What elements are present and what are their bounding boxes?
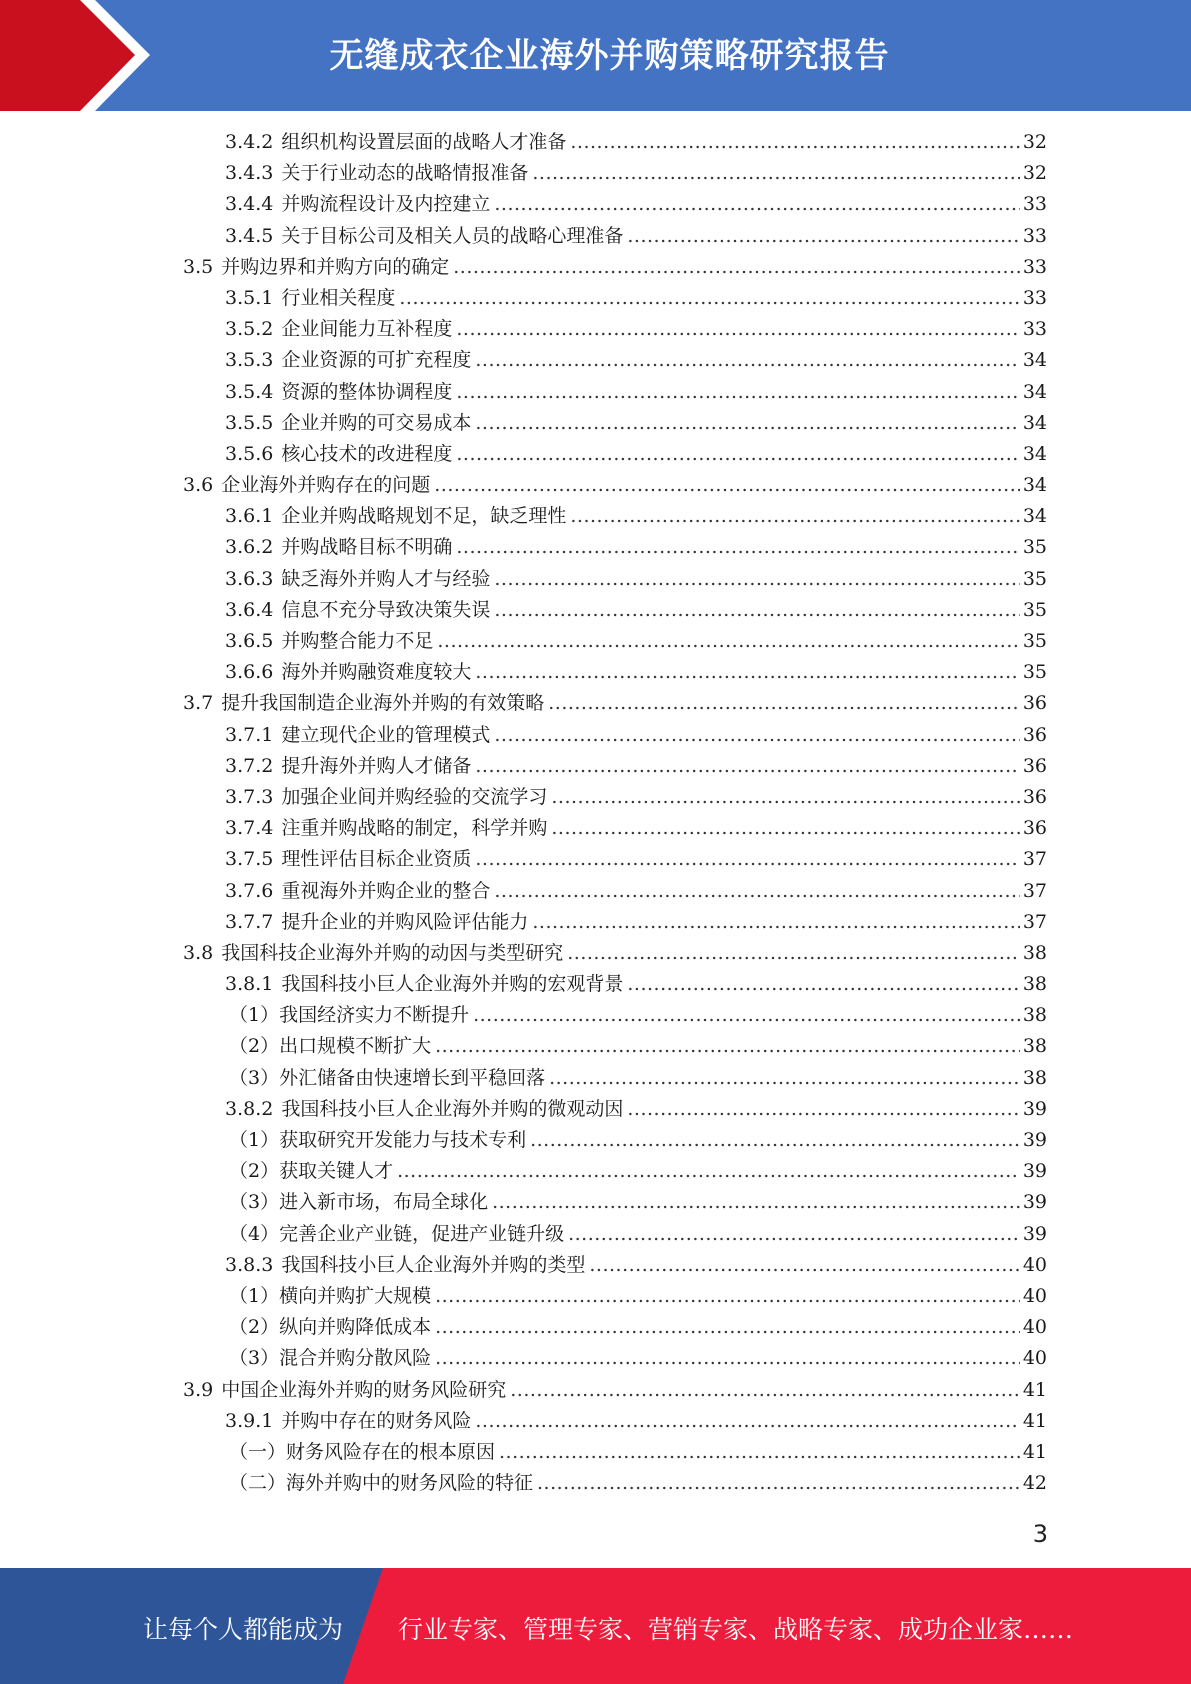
footer-slogan-right: 行业专家、管理专家、营销专家、战略专家、成功企业家…… (398, 1615, 1074, 1644)
toc-entry-title: （3）混合并购分散风险 (229, 1347, 432, 1370)
toc-entry-title: （3）外汇储备由快速增长到平稳回落 (229, 1066, 546, 1089)
toc-entry-number: 3.7.2 (225, 754, 274, 777)
toc-entry-title: （一）财务风险存在的根本原因 (229, 1440, 496, 1463)
toc-dot-leader (494, 189, 1019, 220)
toc-entry[interactable] (0, 1094, 1191, 1125)
toc-entry-page: 36 (1022, 817, 1047, 840)
toc-entry-page: 40 (1022, 1316, 1047, 1339)
toc-entry-page: 37 (1022, 879, 1047, 902)
toc-entry-title: （2）出口规模不断扩大 (229, 1035, 432, 1058)
toc-entry[interactable] (0, 377, 1191, 408)
toc-dot-leader (627, 969, 1019, 1000)
toc-entry-page: 42 (1022, 1472, 1047, 1495)
toc-entry-number: 3.5.2 (225, 318, 274, 341)
toc-entry-number: 3.5.3 (225, 349, 274, 372)
toc-entry[interactable] (0, 345, 1191, 376)
toc-entry-page: 41 (1022, 1378, 1047, 1401)
toc-entry[interactable] (0, 1187, 1191, 1218)
toc-entry[interactable] (0, 1250, 1191, 1281)
toc-dot-leader (437, 626, 1019, 657)
toc-dot-leader (570, 501, 1019, 532)
toc-entry[interactable] (0, 688, 1191, 719)
toc-entry-number: 3.6.4 (225, 598, 274, 621)
toc-dot-leader (568, 1219, 1020, 1250)
toc-entry-page: 39 (1022, 1129, 1047, 1151)
toc-entry[interactable] (0, 564, 1191, 595)
toc-entry[interactable] (0, 501, 1191, 532)
toc-entry-number: 3.7.7 (225, 910, 274, 933)
toc-entry-page: 33 (1022, 286, 1047, 309)
page-number: 3 (1032, 1520, 1048, 1548)
toc-entry[interactable] (0, 1437, 1191, 1468)
toc-entry-page: 35 (1022, 661, 1047, 684)
toc-entry[interactable] (0, 626, 1191, 657)
page-header (0, 0, 1191, 111)
toc-entry-title: 理性评估目标企业资质 (281, 848, 472, 871)
toc-entry-number: 3.7.1 (225, 723, 274, 746)
toc-dot-leader (627, 221, 1019, 252)
table-of-contents (0, 127, 1191, 1499)
footer-slogan-left: 让每个人都能成为 (143, 1615, 344, 1644)
toc-entry[interactable] (0, 221, 1191, 252)
toc-entry-title: （二）海外并购中的财务风险的特征 (229, 1472, 534, 1495)
toc-entry[interactable] (0, 314, 1191, 345)
toc-entry-page: 38 (1022, 1004, 1047, 1027)
toc-dot-leader (453, 252, 1020, 283)
toc-entry[interactable] (0, 1031, 1191, 1062)
toc-dot-leader (551, 813, 1019, 844)
toc-entry-number: 3.6.5 (225, 630, 274, 652)
toc-dot-leader (475, 751, 1019, 782)
toc-dot-leader (475, 657, 1019, 688)
toc-dot-leader (530, 1125, 1020, 1156)
toc-dot-leader (435, 1343, 1020, 1374)
toc-entry-title: 注重并购战略的制定，科学并购 (281, 817, 548, 840)
toc-dot-leader (537, 1468, 1020, 1499)
toc-entry-page: 36 (1022, 692, 1047, 715)
toc-entry-title: 海外并购融资难度较大 (281, 661, 472, 684)
toc-entry-page: 34 (1022, 349, 1047, 372)
toc-dot-leader (473, 1000, 1020, 1031)
toc-entry-title: （2）纵向并购降低成本 (229, 1316, 432, 1339)
toc-entry-title: （2）获取关键人才 (229, 1160, 394, 1183)
toc-entry-page: 39 (1022, 1160, 1047, 1183)
toc-entry-number: 3.6 (183, 474, 214, 497)
toc-dot-leader (456, 314, 1019, 345)
toc-entry-page: 34 (1022, 411, 1047, 434)
toc-entry-title: 组织机构设置层面的战略人才准备 (281, 131, 567, 153)
toc-entry-number: 3.7.5 (225, 848, 274, 871)
toc-entry-title: 提升我国制造企业海外并购的有效策略 (221, 692, 545, 715)
toc-dot-leader (435, 1031, 1020, 1062)
toc-dot-leader (570, 127, 1019, 158)
toc-entry-page: 34 (1022, 505, 1047, 528)
toc-entry-number: 3.5.4 (225, 380, 274, 403)
toc-dot-leader (549, 1063, 1020, 1094)
toc-entry-page: 32 (1022, 131, 1047, 153)
toc-entry-page: 35 (1022, 630, 1047, 652)
toc-entry-page: 37 (1022, 910, 1047, 933)
toc-entry-number: 3.4.5 (225, 224, 274, 247)
toc-entry[interactable] (0, 720, 1191, 751)
document-title: 无缝成衣企业海外并购策略研究报告 (329, 36, 890, 76)
toc-entry-number: 3.5.1 (225, 286, 274, 309)
toc-entry[interactable] (0, 1063, 1191, 1094)
toc-entry[interactable] (0, 470, 1191, 501)
toc-entry-title: 我国科技小巨人企业海外并购的微观动因 (281, 1097, 624, 1120)
toc-entry[interactable] (0, 813, 1191, 844)
toc-entry-title: 我国科技企业海外并购的动因与类型研究 (221, 941, 564, 964)
toc-entry-title: 并购中存在的财务风险 (281, 1409, 472, 1432)
toc-entry-title: 企业并购战略规划不足，缺乏理性 (281, 505, 567, 528)
toc-entry[interactable] (0, 283, 1191, 314)
toc-entry[interactable] (0, 1125, 1191, 1156)
toc-dot-leader (567, 938, 1020, 969)
toc-entry-title: 并购流程设计及内控建立 (281, 193, 491, 216)
toc-entry[interactable] (0, 439, 1191, 470)
toc-entry-number: 3.6.1 (225, 505, 274, 528)
toc-entry-title: 缺乏海外并购人才与经验 (281, 567, 491, 590)
toc-entry[interactable] (0, 907, 1191, 938)
toc-entry-number: 3.6.2 (225, 536, 274, 559)
toc-entry[interactable] (0, 1343, 1191, 1374)
toc-entry-number: 3.4.4 (225, 193, 274, 216)
toc-dot-leader (492, 1187, 1020, 1218)
toc-entry[interactable] (0, 657, 1191, 688)
toc-entry[interactable] (0, 189, 1191, 220)
toc-entry-title: 企业并购的可交易成本 (281, 411, 472, 434)
toc-dot-leader (510, 1375, 1020, 1406)
toc-entry-page: 34 (1022, 442, 1047, 465)
toc-entry-number: 3.4.3 (225, 162, 274, 185)
toc-entry-page: 34 (1022, 474, 1047, 497)
toc-entry-title: 并购整合能力不足 (281, 630, 434, 652)
toc-entry-title: 并购边界和并购方向的确定 (221, 255, 450, 278)
toc-dot-leader (499, 1437, 1020, 1468)
toc-entry-title: 核心技术的改进程度 (281, 442, 453, 465)
toc-entry-page: 34 (1022, 380, 1047, 403)
toc-entry-title: 提升企业的并购风险评估能力 (281, 910, 529, 933)
toc-entry-page: 33 (1022, 193, 1047, 216)
toc-entry-number: 3.6.3 (225, 567, 274, 590)
toc-entry-page: 41 (1022, 1409, 1047, 1432)
toc-entry-number: 3.5.6 (225, 442, 274, 465)
toc-dot-leader (435, 1281, 1020, 1312)
toc-entry-page: 36 (1022, 754, 1047, 777)
toc-entry-page: 32 (1022, 162, 1047, 185)
toc-entry-number: 3.4.2 (225, 131, 274, 153)
toc-entry-page: 38 (1022, 1035, 1047, 1058)
toc-entry-title: （1）获取研究开发能力与技术专利 (229, 1129, 527, 1151)
toc-entry-page: 39 (1022, 1191, 1047, 1214)
toc-dot-leader (475, 1406, 1019, 1437)
toc-entry[interactable] (0, 1312, 1191, 1343)
toc-dot-leader (494, 720, 1019, 751)
toc-entry[interactable] (0, 969, 1191, 1000)
toc-entry[interactable] (0, 1000, 1191, 1031)
toc-dot-leader (532, 907, 1019, 938)
toc-entry[interactable] (0, 782, 1191, 813)
toc-entry-title: 关于行业动态的战略情报准备 (281, 162, 529, 185)
toc-entry-number: 3.8.2 (225, 1097, 274, 1120)
toc-dot-leader (475, 345, 1019, 376)
toc-dot-leader (494, 564, 1019, 595)
toc-entry-number: 3.7.4 (225, 817, 274, 840)
toc-dot-leader (589, 1250, 1019, 1281)
toc-entry-number: 3.6.6 (225, 661, 274, 684)
toc-entry-title: 关于目标公司及相关人员的战略心理准备 (281, 224, 624, 247)
toc-entry[interactable] (0, 127, 1191, 158)
toc-entry-page: 38 (1022, 941, 1047, 964)
toc-entry-title: 加强企业间并购经验的交流学习 (281, 785, 548, 808)
toc-entry-number: 3.7.3 (225, 785, 274, 808)
toc-entry-title: 提升海外并购人才储备 (281, 754, 472, 777)
toc-entry-page: 39 (1022, 1097, 1047, 1120)
toc-entry-page: 40 (1022, 1284, 1047, 1307)
toc-dot-leader (456, 532, 1019, 563)
toc-dot-leader (548, 688, 1020, 719)
toc-entry-number: 3.8.1 (225, 973, 274, 996)
toc-entry-title: （3）进入新市场，布局全球化 (229, 1191, 489, 1214)
toc-entry[interactable] (0, 1219, 1191, 1250)
toc-entry-page: 36 (1022, 785, 1047, 808)
toc-entry-title: 企业资源的可扩充程度 (281, 349, 472, 372)
toc-entry[interactable] (0, 751, 1191, 782)
toc-entry-page: 35 (1022, 536, 1047, 559)
toc-entry[interactable] (0, 595, 1191, 626)
toc-entry[interactable] (0, 1156, 1191, 1187)
toc-entry[interactable] (0, 1281, 1191, 1312)
toc-entry-page: 37 (1022, 848, 1047, 871)
toc-entry-page: 40 (1022, 1347, 1047, 1370)
toc-entry-title: （1）我国经济实力不断提升 (229, 1004, 470, 1027)
toc-entry-number: 3.9.1 (225, 1409, 274, 1432)
toc-dot-leader (456, 439, 1019, 470)
toc-entry[interactable] (0, 408, 1191, 439)
toc-entry-title: 重视海外并购企业的整合 (281, 879, 491, 902)
toc-entry-number: 3.5 (183, 255, 214, 278)
toc-entry-title: 并购战略目标不明确 (281, 536, 453, 559)
toc-entry-page: 38 (1022, 1066, 1047, 1089)
toc-entry-page: 33 (1022, 318, 1047, 341)
toc-entry-number: 3.8.3 (225, 1253, 274, 1276)
toc-entry-title: 信息不充分导致决策失误 (281, 598, 491, 621)
toc-entry-title: 我国科技小巨人企业海外并购的宏观背景 (281, 973, 624, 996)
toc-entry-number: 3.8 (183, 941, 214, 964)
toc-entry-title: 资源的整体协调程度 (281, 380, 453, 403)
toc-entry[interactable] (0, 1375, 1191, 1406)
toc-dot-leader (551, 782, 1019, 813)
toc-entry[interactable] (0, 1406, 1191, 1437)
toc-entry-number: 3.9 (183, 1378, 214, 1401)
toc-entry-title: 我国科技小巨人企业海外并购的类型 (281, 1253, 586, 1276)
toc-entry-title: 中国企业海外并购的财务风险研究 (221, 1378, 507, 1401)
toc-entry-page: 35 (1022, 598, 1047, 621)
toc-entry[interactable] (0, 876, 1191, 907)
toc-entry[interactable] (0, 532, 1191, 563)
toc-entry-page: 38 (1022, 973, 1047, 996)
toc-entry-title: 企业海外并购存在的问题 (221, 474, 431, 497)
toc-dot-leader (397, 1156, 1020, 1187)
toc-dot-leader (494, 595, 1019, 626)
toc-entry[interactable] (0, 844, 1191, 875)
toc-entry-page: 40 (1022, 1253, 1047, 1276)
toc-entry-title: 企业间能力互补程度 (281, 318, 453, 341)
toc-entry-title: 建立现代企业的管理模式 (281, 723, 491, 746)
toc-entry-number: 3.5.5 (225, 411, 274, 434)
toc-entry[interactable] (0, 1468, 1191, 1499)
toc-dot-leader (475, 844, 1019, 875)
toc-dot-leader (434, 470, 1020, 501)
toc-dot-leader (456, 377, 1019, 408)
toc-entry[interactable] (0, 158, 1191, 189)
toc-entry[interactable] (0, 252, 1191, 283)
toc-entry-page: 35 (1022, 567, 1047, 590)
toc-entry-title: 行业相关程度 (281, 286, 396, 309)
page-footer (0, 1568, 1191, 1684)
toc-entry-page: 33 (1022, 255, 1047, 278)
toc-dot-leader (627, 1094, 1019, 1125)
toc-entry-title: （1）横向并购扩大规模 (229, 1284, 432, 1307)
toc-entry-page: 41 (1022, 1440, 1047, 1463)
toc-dot-leader (532, 158, 1019, 189)
toc-entry[interactable] (0, 938, 1191, 969)
toc-entry-page: 39 (1022, 1222, 1047, 1245)
toc-dot-leader (475, 408, 1019, 439)
toc-entry-page: 36 (1022, 723, 1047, 746)
toc-entry-title: （4）完善企业产业链，促进产业链升级 (229, 1222, 565, 1245)
toc-entry-number: 3.7 (183, 692, 214, 715)
toc-entry-page: 33 (1022, 224, 1047, 247)
toc-dot-leader (494, 876, 1019, 907)
toc-dot-leader (399, 283, 1019, 314)
toc-entry-number: 3.7.6 (225, 879, 274, 902)
toc-dot-leader (435, 1312, 1020, 1343)
